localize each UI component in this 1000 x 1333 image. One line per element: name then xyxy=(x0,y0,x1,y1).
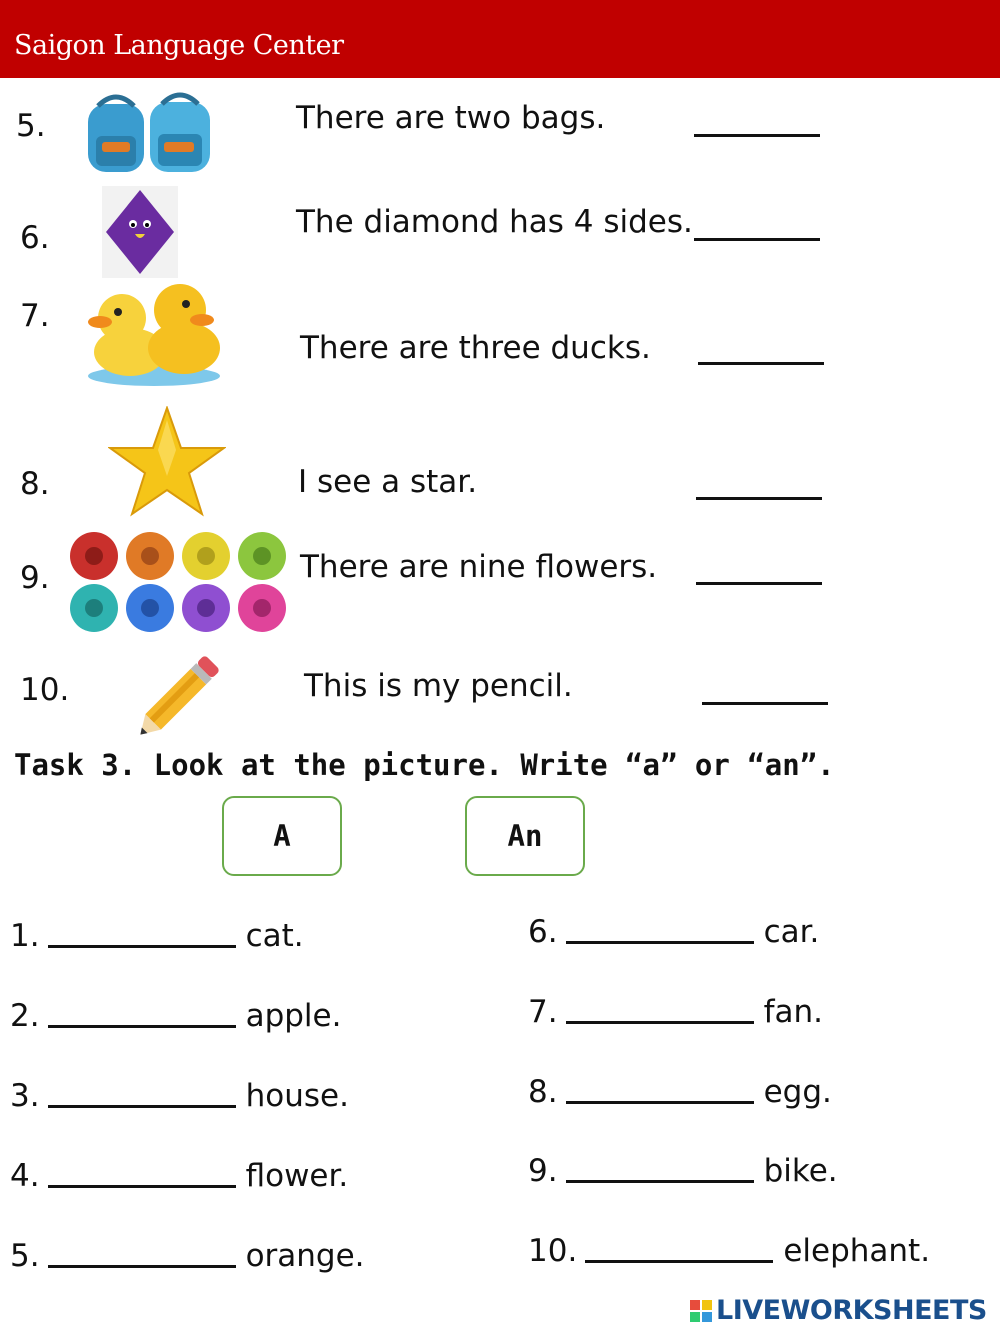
diamond-picture xyxy=(102,186,178,278)
option-an-box[interactable]: An xyxy=(465,796,585,876)
task-3-title: Task 3. Look at the picture. Write “a” or “an”. xyxy=(14,748,835,782)
question-row xyxy=(528,994,823,1030)
question-number: 5. xyxy=(10,1238,40,1274)
question-word: house. xyxy=(245,1078,349,1114)
item-number: 6. xyxy=(20,220,50,256)
question-number: 4. xyxy=(10,1158,40,1194)
answer-blank[interactable] xyxy=(702,702,828,705)
sentence: There are three ducks. xyxy=(300,330,651,366)
question-word: cat. xyxy=(245,918,304,954)
option-a-box[interactable]: A xyxy=(222,796,342,876)
answer-blank[interactable] xyxy=(48,1265,236,1268)
question-number: 10. xyxy=(528,1233,578,1269)
question-word: bike. xyxy=(763,1153,838,1189)
backpacks-picture xyxy=(82,92,222,178)
ducks-picture xyxy=(84,282,224,388)
question-row xyxy=(10,998,341,1034)
sentence: The diamond has 4 sides. xyxy=(296,204,693,240)
question-number: 6. xyxy=(528,914,558,950)
question-row xyxy=(10,1238,365,1274)
liveworksheets-logo xyxy=(690,1295,987,1326)
flowers-picture xyxy=(66,530,292,634)
pencil-picture xyxy=(130,646,230,744)
question-number: 9. xyxy=(528,1153,558,1189)
answer-blank[interactable] xyxy=(698,362,824,365)
answer-blank[interactable] xyxy=(696,582,822,585)
answer-blank[interactable] xyxy=(566,941,754,944)
answer-blank[interactable] xyxy=(48,1025,236,1028)
sentence: I see a star. xyxy=(298,464,478,500)
logo-grid-icon xyxy=(690,1300,712,1322)
question-row xyxy=(10,1078,349,1114)
sentence: There are two bags. xyxy=(296,100,606,136)
question-word: apple. xyxy=(245,998,342,1034)
question-number: 7. xyxy=(528,994,558,1030)
answer-blank[interactable] xyxy=(566,1021,754,1024)
item-number: 5. xyxy=(16,108,46,144)
answer-blank[interactable] xyxy=(48,1105,236,1108)
question-word: fan. xyxy=(763,994,823,1030)
question-number: 2. xyxy=(10,998,40,1034)
answer-blank[interactable] xyxy=(566,1180,754,1183)
star-picture xyxy=(108,406,226,518)
question-number: 1. xyxy=(10,918,40,954)
sentence: There are nine flowers. xyxy=(300,549,658,585)
question-word: car. xyxy=(763,914,820,950)
answer-blank[interactable] xyxy=(48,1185,236,1188)
question-word: elephant. xyxy=(783,1233,931,1269)
question-row xyxy=(528,1074,832,1110)
header-bar xyxy=(0,0,1000,78)
item-number: 9. xyxy=(20,560,50,596)
question-word: flower. xyxy=(245,1158,349,1194)
question-word: orange. xyxy=(245,1238,365,1274)
question-number: 8. xyxy=(528,1074,558,1110)
question-word: egg. xyxy=(763,1074,832,1110)
question-row xyxy=(10,1158,348,1194)
answer-blank[interactable] xyxy=(694,134,820,137)
question-row xyxy=(528,1233,930,1269)
item-number: 8. xyxy=(20,466,50,502)
answer-blank[interactable] xyxy=(48,945,236,948)
answer-blank[interactable] xyxy=(585,1260,773,1263)
answer-blank[interactable] xyxy=(694,238,820,241)
question-row xyxy=(528,1153,838,1189)
item-number: 10. xyxy=(20,672,70,708)
question-number: 3. xyxy=(10,1078,40,1114)
center-name: Saigon Language Center xyxy=(14,30,344,61)
answer-blank[interactable] xyxy=(566,1101,754,1104)
brand-name: LIVEWORKSHEETS xyxy=(716,1295,987,1326)
question-row xyxy=(10,918,304,954)
question-row xyxy=(528,914,819,950)
item-number: 7. xyxy=(20,298,50,334)
sentence: This is my pencil. xyxy=(304,668,573,704)
answer-blank[interactable] xyxy=(696,497,822,500)
